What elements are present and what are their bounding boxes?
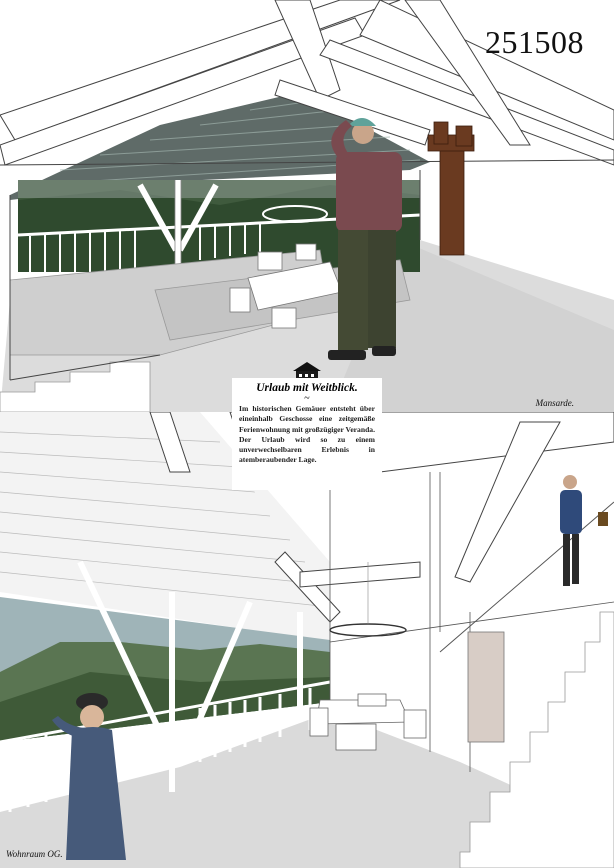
mansarde-drawing [0, 0, 614, 412]
person-standing [328, 118, 402, 360]
description-box [232, 378, 382, 490]
project-number: 251508 [485, 24, 584, 60]
description-text: Im historischen Gemäuer entsteht über eineinhalb Geschosse eine zeitgemäße Ferienwohnung mit großzügiger Veranda. Der Urlaub wird so zu einem unverwechselbaren Erlebnis in atemberaubender Lage. [239, 404, 375, 465]
title-divider: ~ [304, 393, 310, 404]
mansarde-caption: Mansarde. [535, 398, 574, 408]
wohnraum-caption: Wohnraum OG. [6, 849, 63, 859]
mansarde-render [0, 0, 614, 412]
description-title: Urlaub mit Weitblick. [256, 382, 358, 394]
